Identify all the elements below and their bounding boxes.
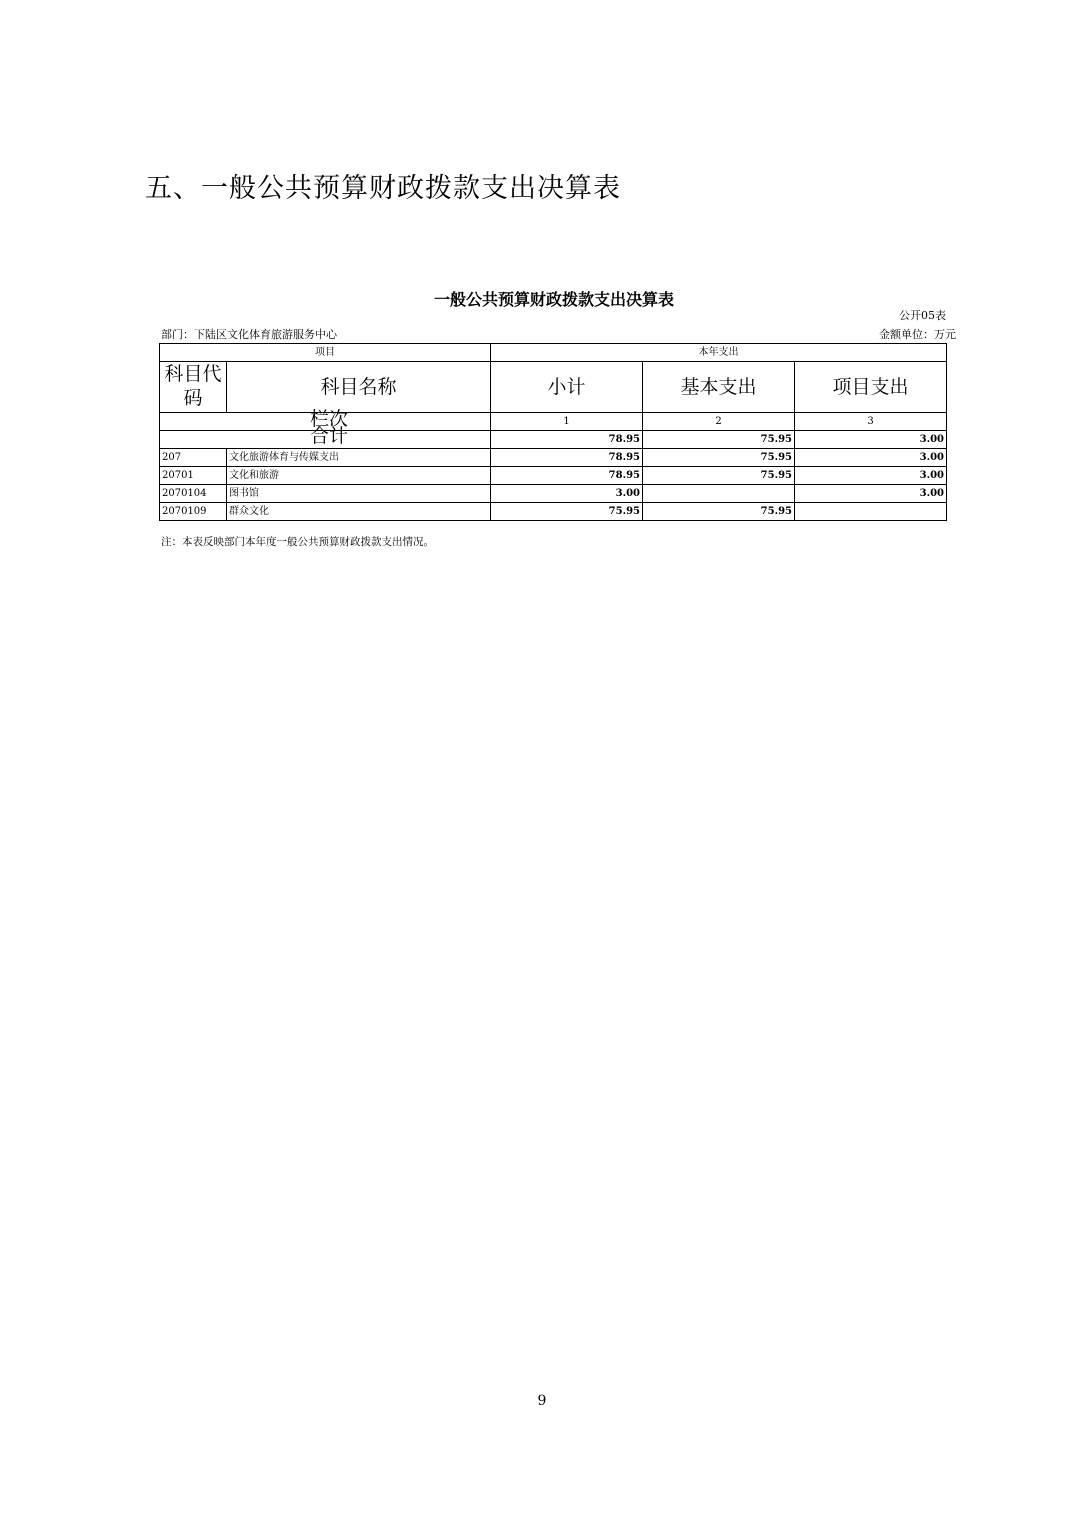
table-row: [160, 503, 947, 521]
row-name: 文化旅游体育与传媒支出: [227, 449, 491, 467]
column-index-1: 1: [491, 413, 643, 431]
form-code: 公开05表: [899, 309, 946, 322]
total-row: [160, 431, 947, 449]
row-subtotal: 3.00: [491, 485, 643, 503]
header-code: 科目代码: [160, 362, 227, 413]
row-name: 文化和旅游: [227, 467, 491, 485]
row-subtotal: 78.95: [491, 449, 643, 467]
row-basic: 75.95: [643, 449, 795, 467]
row-code: 2070104: [160, 485, 227, 503]
page-number: 9: [537, 1393, 547, 1409]
total-basic: 75.95: [643, 431, 795, 449]
row-subtotal: 75.95: [491, 503, 643, 521]
column-index-2: 2: [643, 413, 795, 431]
table-title: 一般公共预算财政拨款支出决算表: [433, 290, 674, 309]
row-name: 群众文化: [227, 503, 491, 521]
row-basic: 75.95: [643, 467, 795, 485]
table-row: [160, 485, 947, 503]
row-project: 3.00: [795, 449, 947, 467]
row-code: 20701: [160, 467, 227, 485]
header-group-row: [160, 344, 947, 362]
row-code: 2070109: [160, 503, 227, 521]
unit-label: 金额单位：万元: [879, 328, 956, 341]
header-subtotal: 小计: [491, 362, 643, 413]
header-project: 项目支出: [795, 362, 947, 413]
column-index-label: 栏次: [310, 408, 349, 430]
total-project: 3.00: [795, 431, 947, 449]
total-subtotal: 78.95: [491, 431, 643, 449]
table-row: [160, 467, 947, 485]
expenditure-table: [159, 343, 947, 521]
department-label: 部门：下陆区文化体育旅游服务中心: [161, 328, 337, 341]
row-project: [795, 503, 947, 521]
row-project: 3.00: [795, 467, 947, 485]
row-basic: 75.95: [643, 503, 795, 521]
table-row: [160, 449, 947, 467]
total-label: 合计: [310, 425, 349, 447]
header-basic: 基本支出: [643, 362, 795, 413]
row-subtotal: 78.95: [491, 467, 643, 485]
row-basic: [643, 485, 795, 503]
row-name: 图书馆: [227, 485, 491, 503]
column-index-3: 3: [795, 413, 947, 431]
row-code: 207: [160, 449, 227, 467]
table-note: 注：本表反映部门本年度一般公共预算财政拨款支出情况。: [161, 536, 434, 548]
header-name: 科目名称: [227, 362, 491, 413]
column-index-row: [160, 413, 947, 431]
total-label-cell: [160, 425, 491, 449]
header-expense-group: 本年支出: [491, 344, 947, 362]
row-project: 3.00: [795, 485, 947, 503]
section-heading: 五、一般公共预算财政拨款支出决算表: [145, 173, 621, 204]
header-columns-row: [160, 362, 947, 413]
header-item-group: 项目: [160, 344, 491, 362]
